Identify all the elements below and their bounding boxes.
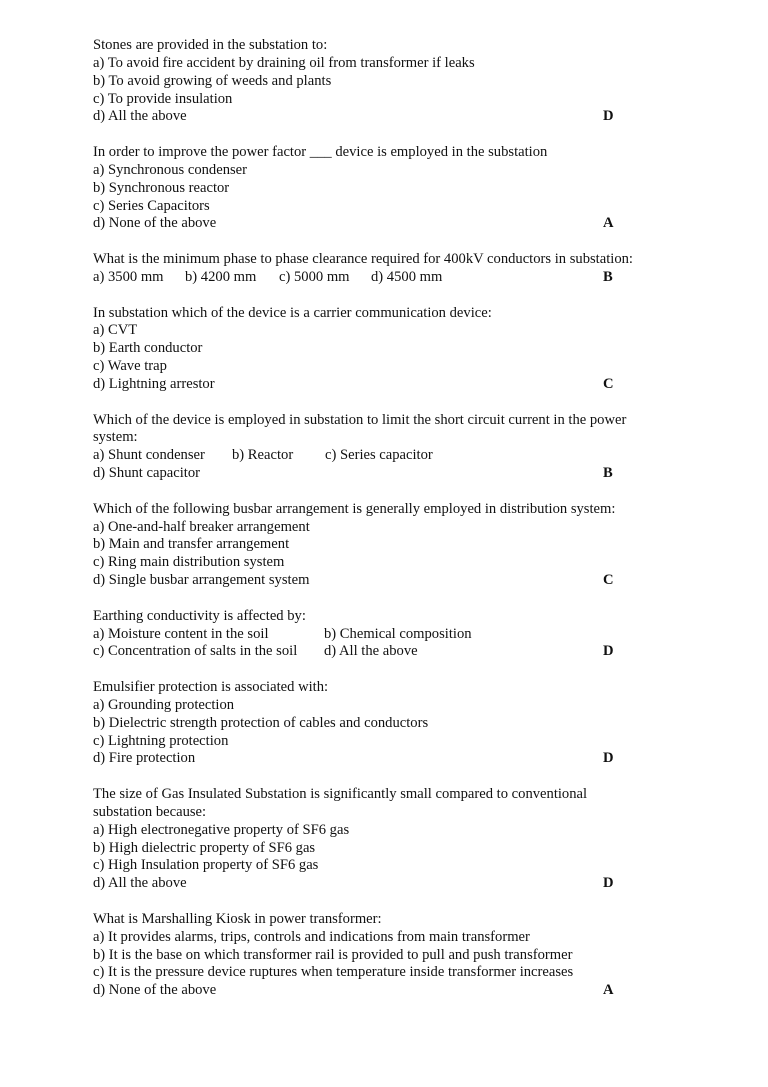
question-1 bbox=[93, 37, 673, 126]
option-d: d) Fire protection bbox=[93, 750, 196, 767]
option-c: c) Series Capacitors bbox=[93, 197, 210, 214]
option-c: c) To provide insulation bbox=[93, 90, 233, 107]
option-a: a) It provides alarms, trips, controls and indications from main transformer bbox=[93, 928, 530, 945]
question-4 bbox=[93, 305, 673, 394]
question-text: What is Marshalling Kiosk in power transformer: bbox=[93, 910, 382, 927]
option-c: c) Ring main distribution system bbox=[93, 554, 285, 571]
option-b: b) Synchronous reactor bbox=[93, 179, 230, 196]
option-a: a) 3500 mm bbox=[93, 268, 164, 285]
answer-key: D bbox=[603, 643, 614, 660]
option-b: b) 4200 mm bbox=[185, 268, 257, 285]
option-d: d) All the above bbox=[93, 875, 187, 892]
option-a: a) Grounding protection bbox=[93, 696, 235, 713]
option-b: b) Main and transfer arrangement bbox=[93, 536, 290, 553]
option-b: b) High dielectric property of SF6 gas bbox=[93, 839, 316, 856]
option-b: b) Chemical composition bbox=[324, 625, 472, 642]
option-b: b) It is the base on which transformer rail is provided to pull and push transformer bbox=[93, 946, 573, 963]
option-d: d) None of the above bbox=[93, 982, 217, 999]
answer-key: B bbox=[603, 268, 613, 285]
question-text: Earthing conductivity is affected by: bbox=[93, 607, 306, 624]
answer-key: D bbox=[603, 750, 614, 767]
answer-key: C bbox=[603, 375, 614, 392]
option-a: a) To avoid fire accident by draining oil from transformer if leaks bbox=[93, 54, 475, 71]
option-b: b) Reactor bbox=[232, 447, 294, 464]
option-c: c) High Insulation property of SF6 gas bbox=[93, 857, 319, 874]
question-7 bbox=[93, 608, 673, 662]
option-d: d) Single busbar arrangement system bbox=[93, 572, 310, 589]
option-d: d) Lightning arrestor bbox=[93, 375, 215, 392]
answer-key: A bbox=[603, 215, 614, 232]
question-text-line-2: substation because: bbox=[93, 803, 207, 820]
question-list bbox=[93, 37, 673, 1018]
question-text: In substation which of the device is a carrier communication device: bbox=[93, 304, 492, 321]
option-a: a) One-and-half breaker arrangement bbox=[93, 518, 310, 535]
option-a: a) High electronegative property of SF6 gas bbox=[93, 821, 350, 838]
option-d: d) Shunt capacitor bbox=[93, 465, 200, 482]
option-a: a) CVT bbox=[93, 322, 138, 339]
option-a: a) Moisture content in the soil bbox=[93, 625, 269, 642]
question-text-line-1: Which of the device is employed in substation to limit the short circuit current in the power bbox=[93, 411, 627, 428]
question-9 bbox=[93, 786, 673, 893]
question-10 bbox=[93, 911, 673, 1000]
question-5 bbox=[93, 412, 673, 483]
option-d: d) All the above bbox=[324, 643, 418, 660]
option-a: a) Shunt condenser bbox=[93, 447, 205, 464]
question-text: Which of the following busbar arrangement is generally employed in distribution system: bbox=[93, 500, 616, 517]
answer-key: B bbox=[603, 465, 613, 482]
question-text: Stones are provided in the substation to: bbox=[93, 37, 328, 53]
question-text: Emulsifier protection is associated with: bbox=[93, 679, 329, 696]
option-b: b) Dielectric strength protection of cables and conductors bbox=[93, 714, 429, 731]
option-b: b) To avoid growing of weeds and plants bbox=[93, 72, 332, 89]
option-c: c) Lightning protection bbox=[93, 732, 229, 749]
option-d: d) None of the above bbox=[93, 215, 217, 232]
question-3 bbox=[93, 251, 673, 287]
option-c: c) 5000 mm bbox=[279, 268, 350, 285]
option-c: c) Wave trap bbox=[93, 358, 167, 375]
question-text: What is the minimum phase to phase clearance required for 400kV conductors in substation: bbox=[93, 251, 633, 268]
question-2 bbox=[93, 144, 673, 233]
question-8 bbox=[93, 679, 673, 768]
option-b: b) Earth conductor bbox=[93, 340, 203, 357]
answer-key: A bbox=[603, 982, 614, 999]
question-6 bbox=[93, 501, 673, 590]
answer-key: D bbox=[603, 875, 614, 892]
question-text-line-2: system: bbox=[93, 429, 138, 446]
option-c: c) Concentration of salts in the soil bbox=[93, 643, 298, 660]
option-c: c) Series capacitor bbox=[325, 447, 433, 464]
question-text-line-1: The size of Gas Insulated Substation is significantly small compared to conventional bbox=[93, 786, 588, 803]
answer-key: C bbox=[603, 572, 614, 589]
question-text: In order to improve the power factor ___ device is employed in the substation bbox=[93, 144, 548, 161]
option-d: d) 4500 mm bbox=[371, 268, 443, 285]
option-d: d) All the above bbox=[93, 108, 187, 125]
answer-key: D bbox=[603, 108, 614, 125]
option-a: a) Synchronous condenser bbox=[93, 161, 248, 178]
option-c: c) It is the pressure device ruptures when temperature inside transformer increases bbox=[93, 964, 574, 981]
